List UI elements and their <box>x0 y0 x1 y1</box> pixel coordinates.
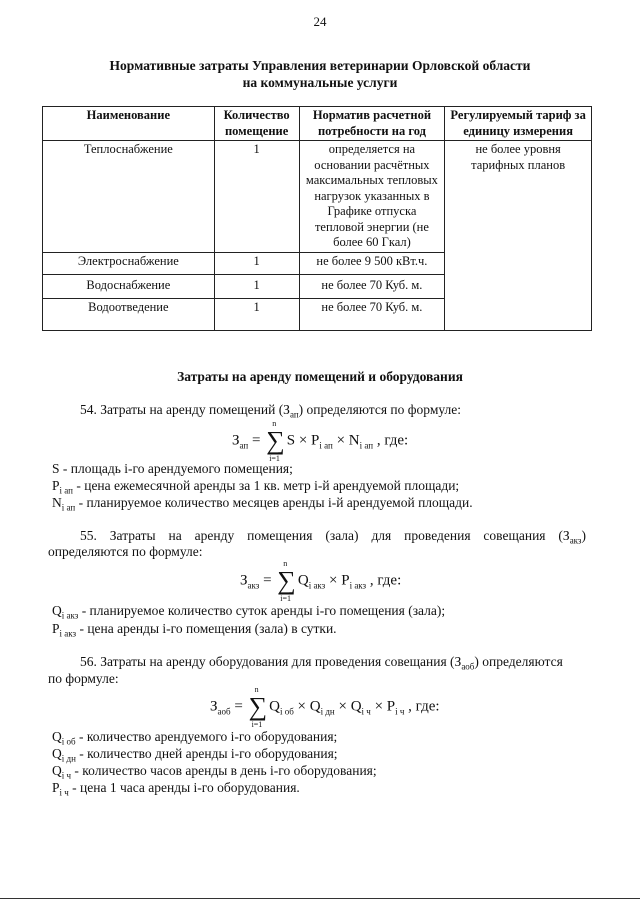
footer-rule <box>0 898 640 899</box>
p56-def-qch: $Q_{i ч}$ - количество часов аренды в день i-го оборудования; <box>52 763 377 781</box>
header-tariff: Регулируемый тариф за единицу измерения <box>445 107 592 141</box>
cell-name: Водоотведение <box>43 298 215 330</box>
sum-sign: ∑ n i=1 <box>266 419 285 463</box>
cell-norm: определяется на основании расчётных максимальных тепловых нагрузок указанных в Графике отпуска тепловой энергии (не более 60 Гкал) <box>299 141 445 253</box>
p54-def-n: $N_{i ап}$ - планируемое количество месяцев аренды i-й арендуемой площади. <box>52 495 473 513</box>
header-norm: Норматив расчетной потребности на год <box>299 107 445 141</box>
cell-norm: не более 9 500 кВт.ч. <box>299 252 445 274</box>
utilities-norms-table <box>42 106 592 331</box>
cell-name: Теплоснабжение <box>43 141 215 253</box>
p56-intro-line2: по формуле: <box>48 671 119 686</box>
cell-norm: не более 70 Куб. м. <box>299 274 445 298</box>
table-header-row <box>43 107 592 141</box>
cell-qty: 1 <box>214 298 299 330</box>
sum-sign: ∑ n i=1 <box>277 559 296 603</box>
page-number: 24 <box>313 14 327 29</box>
p55-intro-line2: определяются по формуле: <box>48 544 203 559</box>
header-quantity: Количество помещение <box>214 107 299 141</box>
p55-def-q: $Q_{i акз}$ - планируемое количество суток аренды i-го помещения (зала); <box>52 603 446 621</box>
p56-def-qdn: $Q_{i дн}$ - количество дней аренды i-го оборудования; <box>52 746 338 764</box>
p54-def-s: S - площадь i-го арендуемого помещения; <box>52 461 293 476</box>
formula-56: $З_{аоб}$ = ∑ n i=1 $Q_{i об} \times Q_{i дн} \times Q_{i ч} \times P_{i ч}$ , где: <box>210 685 440 729</box>
formula-55: $З_{акз}$ = ∑ n i=1 $Q_{i акз} \times P_{i акз}$ , где: <box>240 559 402 603</box>
section-title: Затраты на аренду помещений и оборудования <box>177 369 463 384</box>
p55-intro: 55. Затраты на аренду помещения (зала) для проведения совещания $(З_{акз})$ <box>80 528 586 546</box>
formula-54: $З_{ап}$ = ∑ n i=1 $S \times P_{i ап} \times N_{i ап}$ , где: <box>232 419 409 463</box>
p56-intro: 56. Затраты на аренду оборудования для проведения совещания $(З_{аоб})$ определяются <box>80 654 563 672</box>
table-row <box>43 141 592 253</box>
p56-def-pch: $P_{i ч}$ - цена 1 часа аренды i-го оборудования. <box>52 780 300 798</box>
cell-norm: не более 70 Куб. м. <box>299 298 445 330</box>
cell-qty: 1 <box>214 274 299 298</box>
cell-qty: 1 <box>214 252 299 274</box>
cell-qty: 1 <box>214 141 299 253</box>
p55-def-p: $P_{i акз}$ - цена аренды i-го помещения (зала) в сутки. <box>52 621 337 639</box>
table-title-line1: Нормативные затраты Управления ветеринарии Орловской области <box>109 58 531 73</box>
table-title <box>40 57 600 91</box>
table-title-line2: на коммунальные услуги <box>242 75 398 90</box>
p54-intro: 54. Затраты на аренду помещений $(З_{ап})$ определяются по формуле: <box>80 402 461 420</box>
sum-sign: ∑ n i=1 <box>248 685 268 729</box>
header-name: Наименование <box>43 107 215 141</box>
p54-def-p: $P_{i ап}$ - цена ежемесячной аренды за 1 кв. метр i-й арендуемой площади; <box>52 478 460 496</box>
cell-tariff: не более уровня тарифных планов <box>445 141 592 331</box>
cell-name: Водоснабжение <box>43 274 215 298</box>
cell-name: Электроснабжение <box>43 252 215 274</box>
p56-def-qob: $Q_{i об}$ - количество арендуемого i-го оборудования; <box>52 729 338 747</box>
